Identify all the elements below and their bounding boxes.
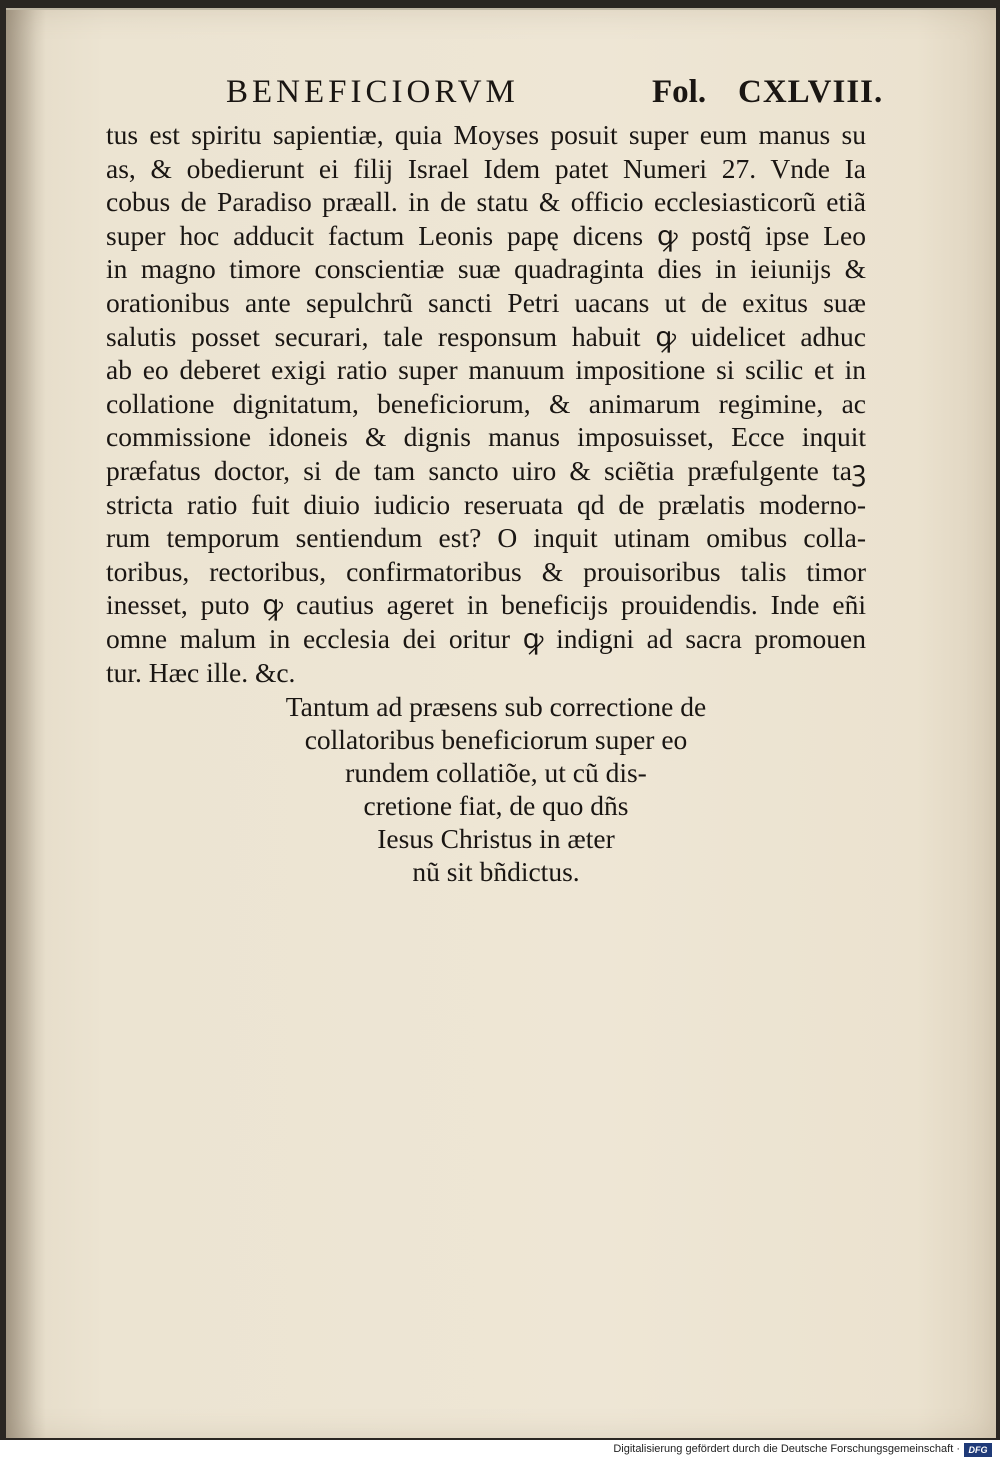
text-line: orationibus ante sepulchrũ sancti Petri uacans ut de exitus suæ	[106, 286, 866, 318]
text-line: ab eo deberet exigi ratio super manuum impositione si scilic et in	[106, 354, 866, 386]
text-line: cobus de Paradiso præall. in de statu & officio ecclesiasticorũ etiã	[106, 186, 866, 218]
colophon-line: collatoribus beneficiorum super eo	[304, 724, 688, 755]
funding-credit: Digitalisierung gefördert durch die Deutsche Forschungsgemeinschaft ·	[613, 1443, 960, 1455]
text-line: tus est spiritu sapientiæ, quia Moyses posuit super eum manus su	[106, 119, 866, 150]
colophon-line: Tantum ad præsens sub correctione de	[285, 691, 707, 722]
text-line: in magno timore conscientiæ suæ quadraginta dies in ieiunijs &	[106, 253, 866, 285]
colophon-line: cretione fiat, de quo dñs	[363, 790, 629, 821]
running-title: BENEFICIORVM	[226, 74, 519, 110]
text-line: commissione idoneis & dignis manus imposuisset, Ecce inquit	[106, 421, 866, 453]
text-line: omne malum in ecclesia dei oritur ꝙ indigni ad sacra promouen	[106, 622, 866, 654]
text-line: as, & obedierunt ei filij Israel Idem patet Numeri 27. Vnde Ia	[106, 152, 866, 184]
text-line: inesset, puto ꝙ cautius ageret in beneficijs prouidendis. Inde eñi	[106, 589, 866, 621]
text-line: super hoc adducit factum Leonis papę dicens ꝙ postq̃ ipse Leo	[106, 219, 866, 251]
text-line: collatione dignitatum, beneficiorum, & animarum regimine, ac	[106, 387, 866, 419]
text-line: rum temporum sentiendum est? O inquit utinam omibus colla-	[106, 522, 866, 554]
folio-number: CXLVIII.	[738, 74, 884, 110]
folio-label: Fol.	[652, 74, 707, 110]
colophon-line: nũ sit bñdictus.	[412, 856, 580, 887]
page-gutter-shadow	[6, 10, 46, 1438]
colophon-line: Iesus Christus in æter	[377, 823, 615, 854]
digitization-footer	[0, 1440, 1000, 1461]
dfg-logo: DFG	[964, 1443, 992, 1457]
text-line: præfatus doctor, si de tam sancto uiro & sciẽtia præfulgente taꝫ	[106, 454, 866, 486]
body-text-block	[106, 118, 866, 689]
paper-page	[6, 8, 996, 1438]
text-line: tur. Hæc ille. &c.	[106, 656, 296, 688]
text-line: stricta ratio fuit diuio iudicio reseruata qd de prælatis moderno-	[106, 488, 866, 520]
colophon-line: rundem collatiõe, ut cũ dis-	[345, 757, 647, 788]
text-line: toribus, rectoribus, confirmatoribus & prouisoribus talis timor	[106, 555, 866, 587]
text-line: salutis posset securari, tale responsum habuit ꝙ uidelicet adhuc	[106, 320, 866, 352]
page-header	[6, 74, 996, 110]
colophon-block	[146, 690, 846, 888]
